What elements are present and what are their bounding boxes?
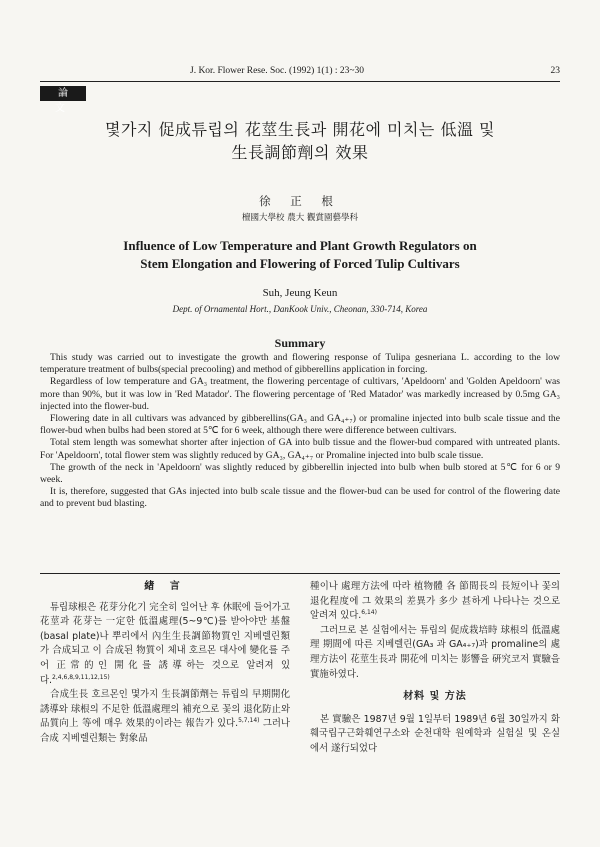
summary-body (40, 352, 560, 511)
header-rule (40, 81, 560, 82)
article-type-badge: 論 文 (40, 86, 86, 101)
reference-marks: 5,7,14) (238, 717, 260, 725)
right-column (310, 580, 560, 757)
summary-paragraph: Regardless of low temperature and GA₃ treatment, the flowering percentage of cultivars, 'Apeldoorn' and 'Golden Apeldoorn' was more than 90%, but it was low in 'Red Matador'. The flowering percentage of 'Red Matador' was markedly increased by 0.5mg GA₃ injected into the flower-bud. (40, 376, 560, 412)
english-title-line1: Influence of Low Temperature and Plant Growth Regulators on (123, 238, 477, 253)
left-column (40, 580, 290, 747)
reference-marks: 6,14) (361, 609, 377, 617)
summary-paragraph: It is, therefore, suggested that GAs injected into bulb scale tissue and the flower-bud can be used for control of the flowering date and to prevent bud blasting. (40, 486, 560, 510)
korean-title (60, 118, 540, 164)
korean-affiliation: 檀國大學校 農大 觀賞園藝學科 (242, 213, 358, 223)
right-paragraph-1 (310, 580, 560, 624)
summary-heading: Summary (274, 336, 326, 350)
intro-text-2: 合成生長 호르몬인 몇가지 生長調節劑는 튜립의 早期開化 誘導와 球根의 不足한 低溫處理의 補充으로 꽃의 退化防止와 品質向上 等에 매우 效果的이라는 報告가 있다. (40, 689, 290, 730)
running-header (40, 66, 560, 80)
english-affiliation: Dept. of Ornamental Hort., DanKook Univ., Cheonan, 330-714, Korea (172, 304, 428, 314)
summary-paragraph: This study was carried out to investigate the growth and flowering response of Tulipa gesneriana L. according to the low temperature treatment of bulbs(special precooling) and method of gibberellins application in forcing. (40, 352, 560, 376)
methods-heading: 材料 및 方法 (403, 691, 467, 703)
reference-marks: 2,4,6,8,9,11,12,15) (52, 673, 110, 681)
summary-paragraph: Total stem length was somewhat shorter after injection of GA into bulb tissue and the flower-bud compared with untreated plants. For 'Apeldoorn', total flower stem was slightly reduced by GA₃, GA₄₊₇ or Promaline injected into bulb scale tissue. (40, 437, 560, 461)
intro-paragraph-2 (40, 688, 290, 746)
korean-author: 徐 正 根 (259, 194, 341, 208)
intro-text-1: 튜립球根은 花芽分化기 完全히 일어난 후 休眠에 들어가고 花莖과 花芽는 一定한 低溫處理(5~9℃)를 받아야만 基盤(basal plate)나 뿌리에서 內生生長調節物質인 지베렐린類가 合成되고 이 合成된 物質이 체내 호르몬 대사에 變化를 주어 正常的인 開化를 誘導하는 것으로 알려져 있다. (40, 601, 290, 686)
summary-paragraph: Flowering date in all cultivars was advanced by gibberellins(GA₃ and GA₄₊₇) or promaline injected into bulb scale tissue and the flower-bud when bulbs had been stored at 5℃ for 6 week, although there were difference between cultivars. (40, 413, 560, 437)
summary-paragraph: The growth of the neck in 'Apeldoorn' was slightly reduced by gibberellin injected into bulb when bulb stored at 5℃ for 6 or 9 week. (40, 461, 560, 486)
english-title (60, 237, 540, 273)
page-number: 23 (550, 66, 560, 76)
intro-paragraph-1 (40, 601, 290, 689)
methods-paragraph: 본 實驗은 1987년 9월 1일부터 1989년 6월 30일까지 화훼국립구근화훼연구소와 순천대학 원예학과 실험실 및 온실에서 遂行되었다 (310, 713, 560, 754)
english-title-line2: Stem Elongation and Flowering of Forced Tulip Cultivars (140, 256, 460, 271)
right-paragraph-2: 그러므로 본 실험에서는 튜립의 促成栽培時 球根의 低溫處理 期間에 따른 지베렐린(GA₃ 과 GA₄₊₇)과 promaline의 處理方法이 花莖生長과 開花에 미치는 影響을 硏究코저 實驗을 實施하였다. (310, 624, 560, 680)
section-rule (40, 573, 560, 574)
intro-text-2-tail: 그러나 合成 지베렐린類는 對象品 (40, 718, 290, 744)
right-text-1: 種이나 處理方法에 따라 植物體 各 節間長의 長短이나 꽃의 退化程度에 그 效果의 差異가 多少 甚하게 나타나는 것으로 알려져 있다. (310, 581, 560, 622)
korean-title-line2: 生長調節劑의 效果 (231, 143, 369, 162)
introduction-heading: 緖 言 (144, 581, 186, 592)
english-author: Suh, Jeung Keun (262, 287, 338, 299)
korean-title-line1: 몇가지 促成튜립의 花莖生長과 開花에 미치는 低溫 및 (105, 120, 495, 139)
journal-citation: J. Kor. Flower Rese. Soc. (1992) 1(1) : 23~30 (190, 66, 365, 76)
